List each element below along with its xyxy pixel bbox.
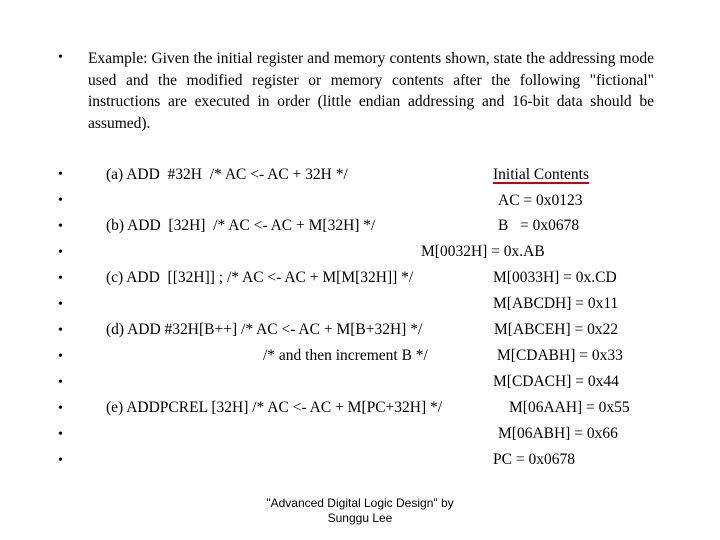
contents-mcdac: M[CDACH] = 0x44 bbox=[493, 373, 619, 390]
contents-b: B = 0x0678 bbox=[498, 217, 580, 234]
contents-pc: PC = 0x0678 bbox=[493, 451, 575, 468]
contents-m06aa: M[06AAH] = 0x55 bbox=[509, 399, 630, 416]
footer-line-2: Sunggu Lee bbox=[327, 511, 393, 525]
contents-m0032: M[0032H] = 0x.AB bbox=[421, 243, 545, 260]
bullet-3: • bbox=[58, 219, 63, 234]
footer-line-1: "Advanced Digital Logic Design" by bbox=[266, 496, 454, 510]
instruction-b: (b) ADD [32H] /* AC <- AC + M[32H] */ bbox=[106, 217, 376, 234]
instruction-c: (c) ADD [[32H]] ; /* AC <- AC + M[M[32H]] */ bbox=[106, 269, 414, 286]
bullet-11: • bbox=[58, 427, 63, 442]
bullet-9: • bbox=[58, 375, 63, 390]
contents-m0033: M[0033H] = 0x.CD bbox=[493, 269, 617, 286]
bullet-6: • bbox=[58, 297, 63, 312]
bullet-4: • bbox=[58, 245, 63, 260]
bullet-8: • bbox=[58, 349, 63, 364]
instruction-d: (d) ADD #32H[B++] /* AC <- AC + M[B+32H] */ bbox=[106, 321, 423, 338]
bullet-10: • bbox=[58, 401, 63, 416]
instruction-a: (a) ADD #32H /* AC <- AC + 32H */ bbox=[106, 166, 348, 183]
contents-m06ab: M[06ABH] = 0x66 bbox=[498, 425, 618, 442]
contents-mabce: M[ABCEH] = 0x22 bbox=[494, 321, 619, 338]
bullet-5: • bbox=[58, 271, 63, 286]
bullet-intro: • bbox=[58, 50, 63, 65]
contents-heading: Initial Contents bbox=[493, 166, 590, 183]
intro-paragraph: Example: Given the initial register and memory contents shown, state the addressing mode used and the modified register or memory contents after the following "fictional" instructions are executed in order (little endian addressing and 16-bit data should be assumed). bbox=[88, 50, 654, 132]
instruction-e: (e) ADDPCREL [32H] /* AC <- AC + M[PC+32H] */ bbox=[106, 399, 443, 416]
contents-mcdab: M[CDABH] = 0x33 bbox=[497, 347, 623, 364]
footer-credit bbox=[240, 496, 480, 526]
contents-mabcd: M[ABCDH] = 0x11 bbox=[493, 295, 619, 312]
bullet-12: • bbox=[58, 453, 63, 468]
bullet-1: • bbox=[58, 167, 63, 182]
bullet-2: • bbox=[58, 193, 63, 208]
contents-ac: AC = 0x0123 bbox=[498, 192, 583, 209]
bullet-7: • bbox=[58, 323, 63, 338]
instruction-d-note: /* and then increment B */ bbox=[263, 347, 428, 364]
